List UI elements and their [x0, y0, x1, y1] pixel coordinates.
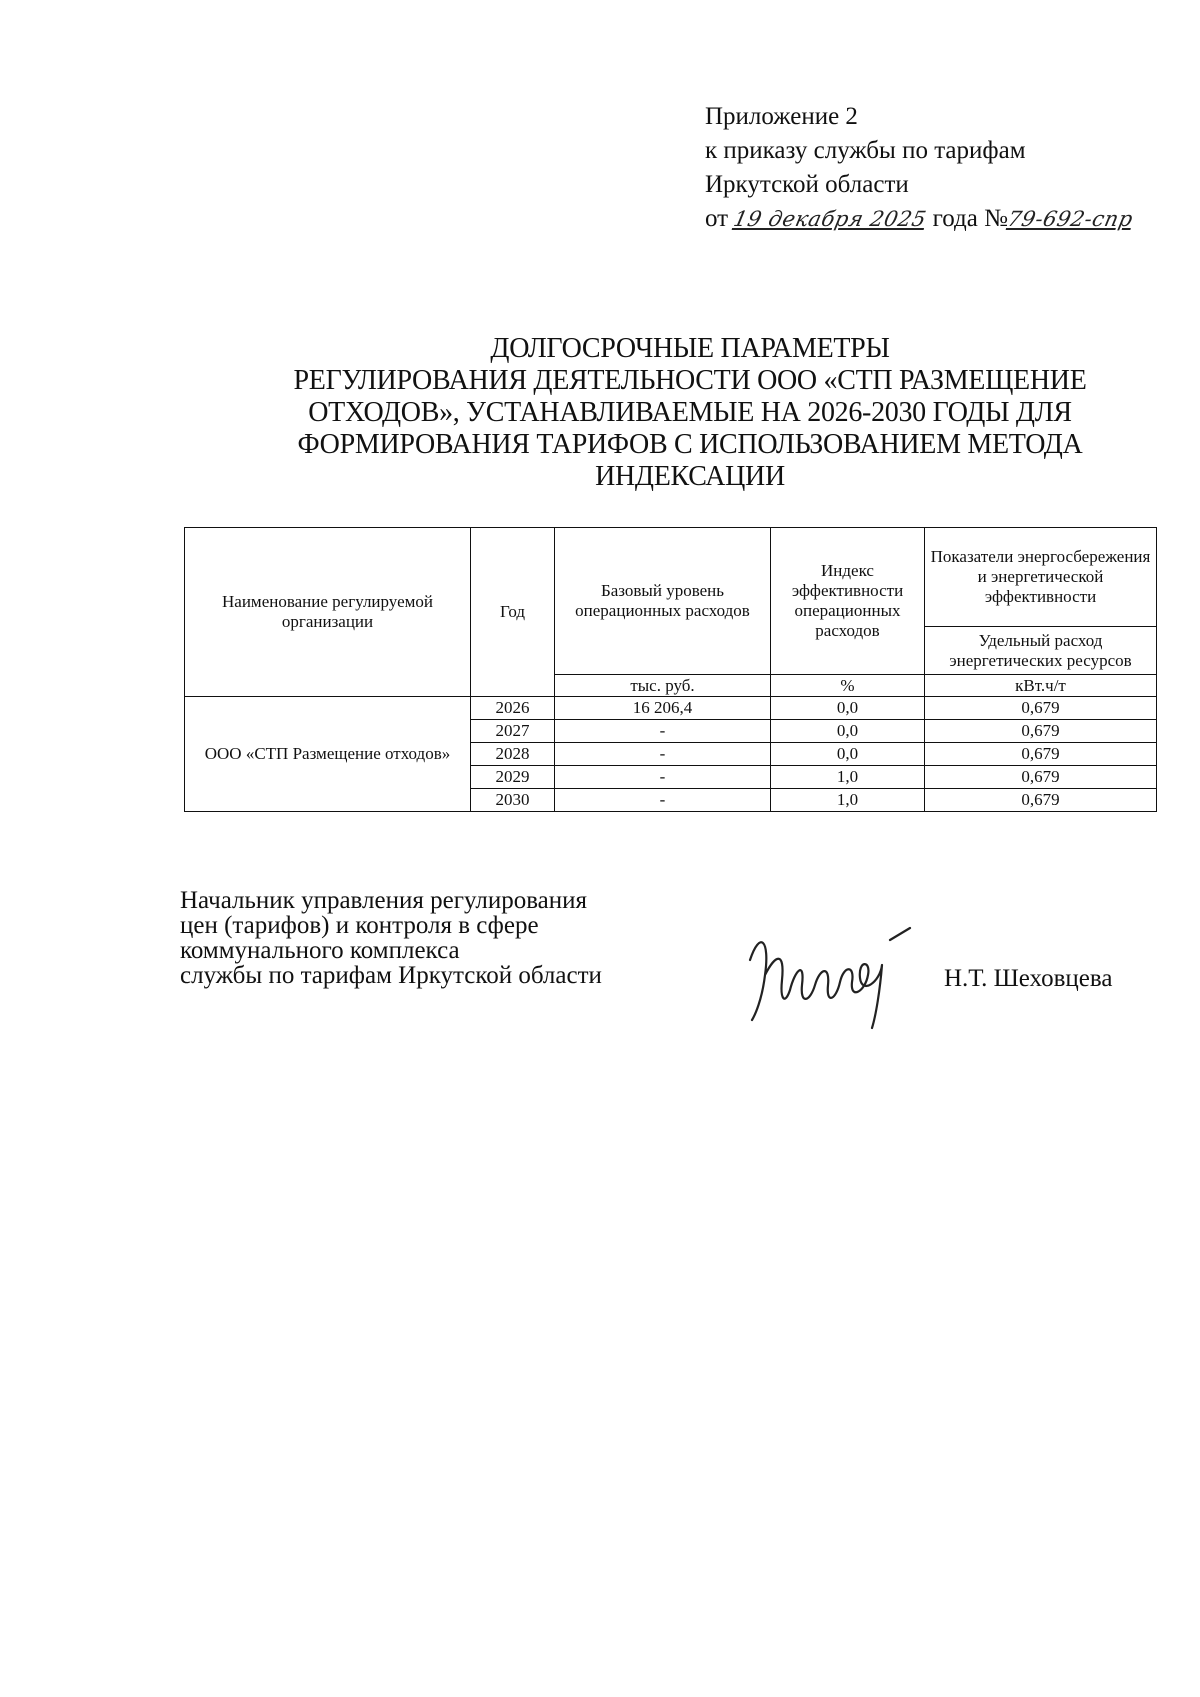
row-year: 2027 — [471, 720, 555, 743]
row-efficiency-index: 0,0 — [771, 720, 925, 743]
row-year: 2030 — [471, 789, 555, 812]
header-efficiency-index: Индекс эффективности операционных расходов — [771, 528, 925, 675]
date-prefix: от — [705, 205, 729, 232]
handwritten-signature — [740, 920, 940, 1030]
signer-name: Н.Т. Шеховцева — [944, 965, 1113, 992]
document-title — [240, 333, 1140, 493]
row-base-level: - — [555, 743, 771, 766]
row-specific-consumption: 0,679 — [925, 697, 1157, 720]
title-line-1: ДОЛГОСРОЧНЫЕ ПАРАМЕТРЫ — [490, 333, 890, 364]
title-line-2: РЕГУЛИРОВАНИЯ ДЕЯТЕЛЬНОСТИ ООО «СТП РАЗМЕЩЕНИЕ — [293, 365, 1087, 396]
row-base-level: - — [555, 766, 771, 789]
row-specific-consumption: 0,679 — [925, 766, 1157, 789]
position-line-2: цен (тарифов) и контроля в сфере — [180, 912, 539, 939]
unit-base-level: тыс. руб. — [555, 675, 771, 697]
title-line-3: ОТХОДОВ», УСТАНАВЛИВАЕМЫЕ НА 2026-2030 ГОДЫ ДЛЯ — [308, 397, 1072, 428]
row-specific-consumption: 0,679 — [925, 789, 1157, 812]
title-line-4: ФОРМИРОВАНИЯ ТАРИФОВ С ИСПОЛЬЗОВАНИЕМ МЕТОДА — [297, 429, 1083, 460]
header-specific-consumption: Удельный расход энергетических ресурсов — [925, 627, 1157, 675]
row-specific-consumption: 0,679 — [925, 743, 1157, 766]
table-row — [185, 697, 1157, 720]
row-base-level: - — [555, 789, 771, 812]
unit-specific-consumption: кВт.ч/т — [925, 675, 1157, 697]
row-efficiency-index: 0,0 — [771, 743, 925, 766]
row-efficiency-index: 1,0 — [771, 766, 925, 789]
signatory-position — [180, 888, 602, 988]
appendix-region: Иркутской области — [705, 171, 909, 198]
date-suffix: года № — [932, 205, 1008, 232]
position-line-1: Начальник управления регулирования — [180, 887, 588, 914]
appendix-title: Приложение 2 — [705, 103, 858, 130]
row-year: 2029 — [471, 766, 555, 789]
header-base-level: Базовый уровень операционных расходов — [555, 528, 771, 675]
row-specific-consumption: 0,679 — [925, 720, 1157, 743]
row-base-level: - — [555, 720, 771, 743]
organization-name: ООО «СТП Размещение отходов» — [185, 697, 471, 812]
handwritten-date: 19 декабря 2025 — [731, 207, 929, 231]
appendix-order-ref: к приказу службы по тарифам — [705, 137, 1026, 164]
header-energy-indicators: Показатели энергосбережения и энергетической эффективности — [925, 528, 1157, 627]
appendix-block — [705, 100, 1136, 236]
row-efficiency-index: 1,0 — [771, 789, 925, 812]
appendix-date-line — [705, 202, 1136, 236]
position-line-4: службы по тарифам Иркутской области — [180, 962, 602, 989]
row-base-level: 16 206,4 — [555, 697, 771, 720]
header-year: Год — [471, 528, 555, 697]
unit-efficiency-index: % — [771, 675, 925, 697]
position-line-3: коммунального комплекса — [180, 937, 460, 964]
row-year: 2026 — [471, 697, 555, 720]
row-year: 2028 — [471, 743, 555, 766]
row-efficiency-index: 0,0 — [771, 697, 925, 720]
handwritten-order-number: 79-692-спр — [1005, 207, 1136, 231]
parameters-table — [184, 527, 1157, 812]
header-organization: Наименование регулируемой организации — [185, 528, 471, 697]
title-line-5: ИНДЕКСАЦИИ — [595, 461, 785, 492]
